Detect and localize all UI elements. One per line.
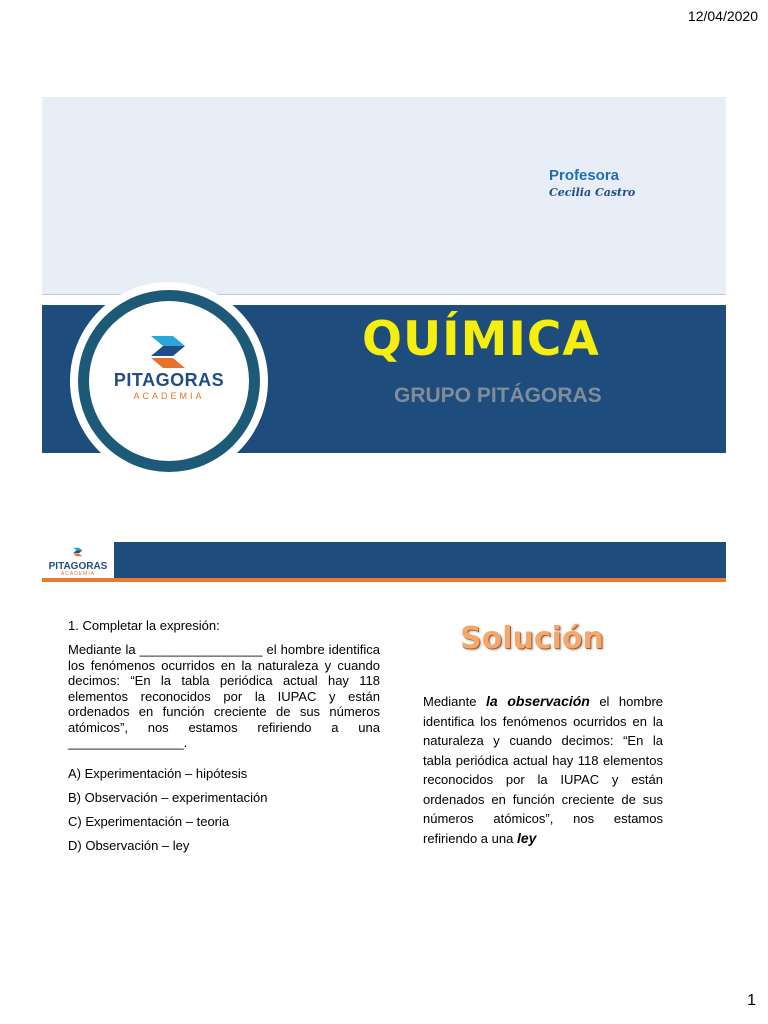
option-a: A) Experimentación – hipótesis bbox=[68, 766, 248, 781]
option-c: C) Experimentación – teoria bbox=[68, 814, 230, 829]
pitagoras-arrow-icon bbox=[139, 334, 199, 370]
document-date: 12/04/2020 bbox=[687, 8, 758, 24]
logo-subname: ACADEMIA bbox=[133, 391, 205, 401]
page-number: 1 bbox=[747, 992, 756, 1009]
option-b: B) Observación – experimentación bbox=[68, 790, 268, 805]
title-slide bbox=[42, 97, 726, 453]
pitagoras-logo-small bbox=[42, 542, 114, 578]
slide-subtitle: GRUPO PITÁGORAS bbox=[394, 384, 602, 407]
solution-title: Solución bbox=[460, 621, 604, 656]
solution-answer-1: la observación bbox=[485, 693, 590, 709]
profesora-label: Profesora bbox=[549, 167, 620, 184]
question-title: 1. Completar la expresión: bbox=[68, 618, 220, 633]
slide-header-bar bbox=[42, 542, 726, 578]
question-text: Mediante la _________________ el hombre identifica los fenómenos ocurridos en la naturaleza y cuando decimos: “En la tabla periódica actual hay 118 elementos reconocidos por la IUPAC y están ordenados en función creciente de sus números atómicos”, nos estamos refiriendo a una ________________. bbox=[68, 642, 380, 750]
pitagoras-arrow-icon bbox=[70, 544, 86, 560]
slide-title: QUÍMICA bbox=[362, 312, 600, 367]
header-accent-line bbox=[42, 578, 726, 582]
solution-answer-2: ley bbox=[516, 829, 537, 846]
solution-text bbox=[423, 692, 663, 848]
solution-text-part1: Mediante bbox=[423, 694, 486, 709]
question-slide bbox=[42, 542, 726, 932]
pitagoras-logo-badge bbox=[70, 282, 268, 480]
solution-text-part2: el hombre identifica los fenómenos ocurridos en la naturaleza y cuando decimos: “En la tabla periódica actual hay 118 elementos reconocidos por la IUPAC y están ordenados en función creciente de sus números atómicos”, nos estamos refiriendo a una bbox=[423, 694, 663, 846]
teacher-name: Cecilia Castro bbox=[549, 186, 636, 199]
logo-subname: ACADEMIA bbox=[60, 571, 96, 577]
option-d: D) Observación – ley bbox=[68, 838, 190, 853]
logo-name: PITAGORAS bbox=[113, 370, 225, 390]
slide-top-panel bbox=[42, 97, 726, 294]
logo-name: PITAGORAS bbox=[48, 561, 108, 572]
